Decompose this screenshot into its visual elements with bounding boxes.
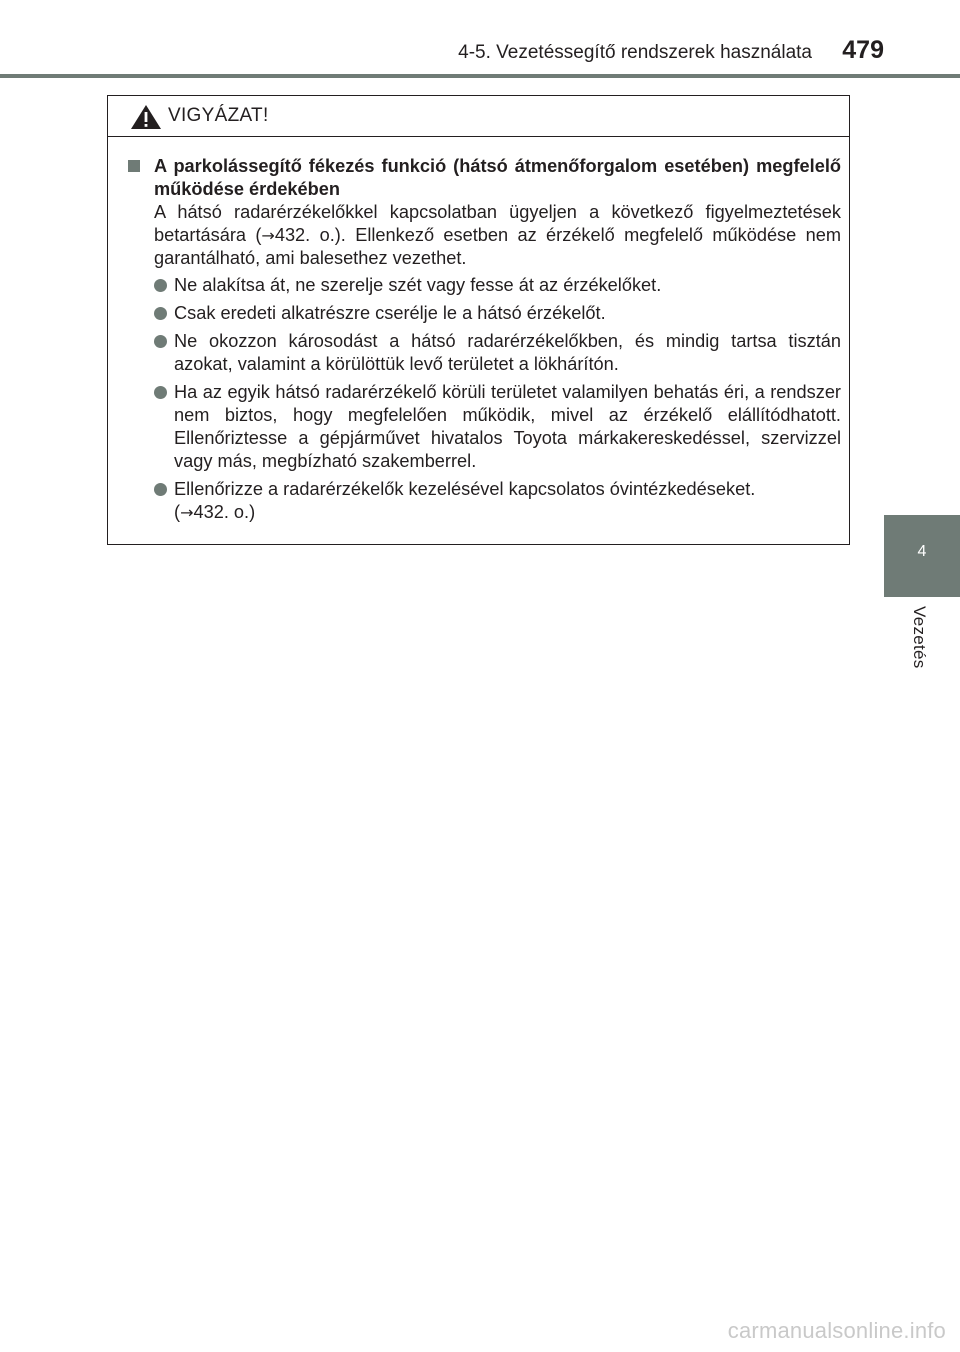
list-item-page-ref: 432. o.: [193, 502, 250, 522]
list-item: [154, 381, 841, 473]
section-title: 4-5. Vezetéssegítő rendszerek használata: [458, 42, 812, 63]
caution-label: VIGYÁZAT!: [168, 105, 269, 126]
intro-page-ref: 432. o.: [274, 225, 335, 245]
list-item-text: Ne alakítsa át, ne szerelje szét vagy fesse át az érzékelőket.: [174, 275, 662, 295]
list-item: [154, 330, 841, 376]
page-header: [0, 0, 960, 80]
intro-text-end: ). Ellenkező esetben az érzékelő megfelelő működése nem garantálható, ami balesethez vezethet.: [154, 225, 841, 268]
circle-bullet-icon: [154, 483, 167, 496]
caution-box: [107, 95, 850, 545]
circle-bullet-icon: [154, 386, 167, 399]
chapter-tab: [884, 515, 960, 597]
list-item-text: Ha az egyik hátsó radarérzékelő körüli területet valamilyen behatás éri, a rendszer nem biztos, hogy megfelelően működik, mivel az érzékelő elállítódhatott. Ellenőriztesse a gépjárművet hivatalos Toyota márkakereskedéssel, szervizzel vagy más, megbízható szakemberrel.: [174, 382, 841, 471]
list-item-text: Ellenőrizze a radarérzékelők kezelésével kapcsolatos óvintézkedéseket.: [174, 479, 756, 499]
chapter-label: Vezetés: [910, 606, 929, 669]
chapter-number: 4: [917, 543, 927, 560]
intro-paragraph: [128, 201, 841, 270]
caution-header: [108, 96, 849, 137]
caution-list: [128, 274, 841, 524]
header-rule: [0, 74, 960, 78]
list-item-text: Csak eredeti alkatrészre cserélje le a hátsó érzékelőt.: [174, 303, 606, 323]
circle-bullet-icon: [154, 335, 167, 348]
list-item: [154, 302, 841, 325]
section-heading-text: A parkolássegítő fékezés funkció (hátsó átmenőforgalom esetében) megfelelő működése érdekében: [154, 156, 841, 199]
list-item: [154, 274, 841, 297]
page-number: 479: [842, 36, 884, 64]
watermark: carmanualsonline.info: [727, 1318, 946, 1343]
warning-triangle-icon: [130, 104, 162, 130]
arrow-icon: →: [180, 503, 194, 522]
circle-bullet-icon: [154, 279, 167, 292]
section-heading: [128, 155, 841, 201]
arrow-icon: →: [261, 226, 275, 245]
list-item-text: Ne okozzon károsodást a hátsó radarérzékelőkben, és mindig tartsa tisztán azokat, valamint a körülöttük levő területet a lökhárítón.: [174, 331, 841, 374]
caution-body: [108, 137, 849, 524]
square-bullet-icon: [128, 160, 140, 172]
intro-text-start: A hátsó radarérzékelőkkel kapcsolatban ügyeljen a következő figyelmeztetések betartására (: [154, 202, 841, 245]
circle-bullet-icon: [154, 307, 167, 320]
list-item: Ellenőrizze a radarérzékelők kezelésével kapcsolatos óvintézkedéseket. (→432. o.): [154, 478, 841, 524]
